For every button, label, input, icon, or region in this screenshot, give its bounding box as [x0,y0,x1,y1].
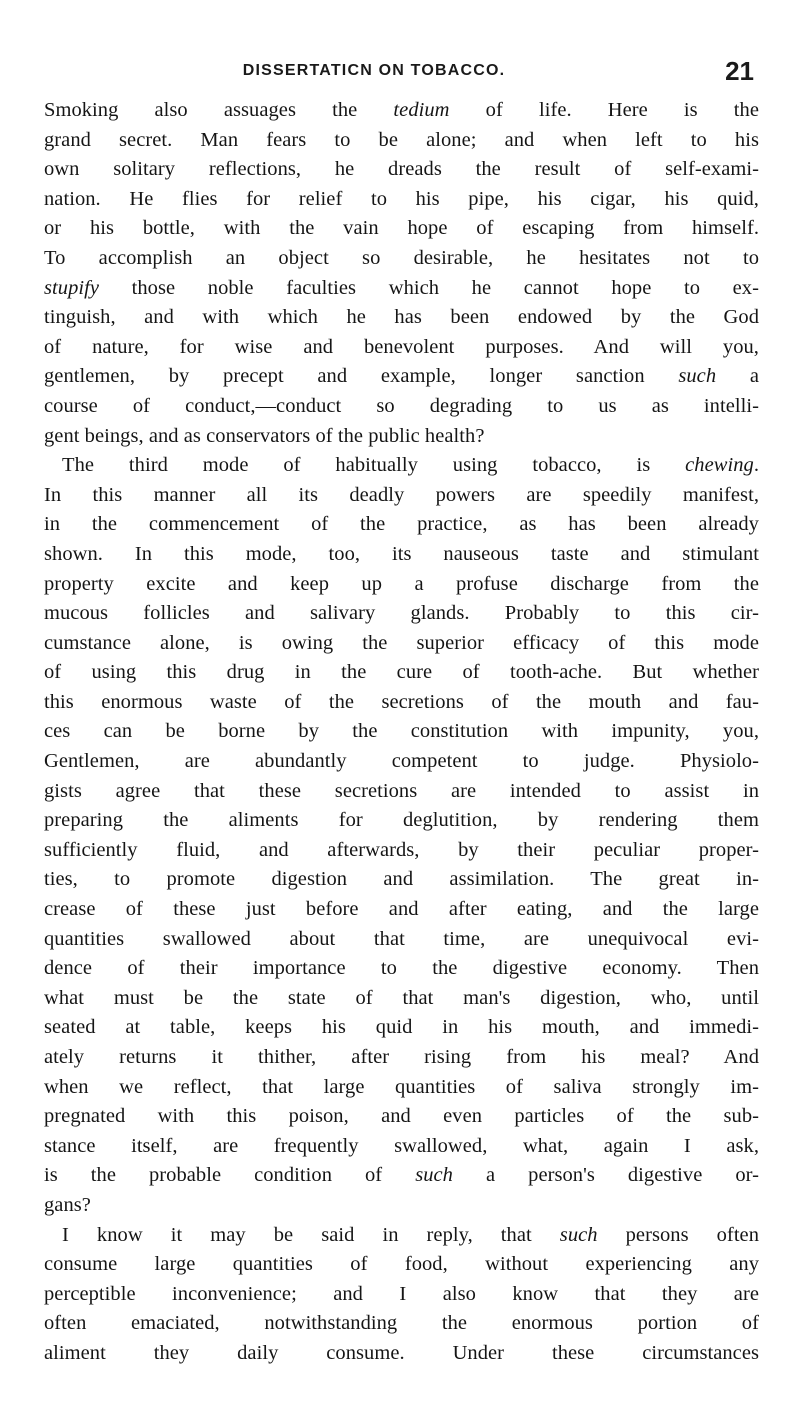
text-line: in the commencement of the practice, as has been already [44,513,759,536]
text-line: property excite and keep up a profuse discharge from the [44,572,759,595]
text-line: perceptible inconvenience; and I also know that they are [44,1282,759,1305]
text-line: often emaciated, notwithstanding the enormous portion of [44,1312,759,1335]
page-number: 21 [725,56,754,86]
text-line: gentlemen, by precept and example, longer sanction such a [44,365,759,388]
text-line: pregnated with this poison, and even particles of the sub- [44,1105,759,1128]
text-line: stance itself, are frequently swallowed, what, again I ask, [44,1134,759,1157]
text-line: cumstance alone, is owing the superior efficacy of this mode [44,631,759,654]
text-line: The third mode of habitually using tobacco, is chewing. [62,454,759,477]
running-title: DISSERTATICN ON TOBACCO. [242,62,506,79]
text-line: In this manner all its deadly powers are speedily manifest, [44,483,759,506]
text-line: gans? [44,1193,91,1216]
text-line: To accomplish an object so desirable, he hesitates not to [44,246,759,269]
text-line: gent beings, and as conservators of the public health? [44,424,485,447]
text-line: of nature, for wise and benevolent purposes. And will you, [44,335,759,358]
text-line: seated at table, keeps his quid in his mouth, and immedi- [44,1016,759,1039]
text-line: dence of their importance to the digestive economy. Then [44,957,759,980]
text-line: course of conduct,—conduct so degrading to us as intelli- [44,394,759,417]
text-line: of using this drug in the cure of tooth-ache. But whether [44,661,759,684]
text-line: nation. He flies for relief to his pipe, his cigar, his quid, [44,187,759,210]
text-line: I know it may be said in reply, that such persons often [62,1223,760,1246]
text-line: gists agree that these secretions are intended to assist in [44,779,759,802]
text-line: own solitary reflections, he dreads the result of self-exami- [44,158,759,181]
text-line: ces can be borne by the constitution with impunity, you, [44,720,759,743]
text-line: ately returns it thither, after rising from his meal? And [44,1046,759,1068]
text-line: quantities swallowed about that time, are unequivocal evi- [44,927,759,950]
text-line: when we reflect, that large quantities of saliva strongly im- [44,1075,759,1098]
text-line: grand secret. Man fears to be alone; and when left to his [44,128,759,151]
text-line: preparing the aliments for deglutition, by rendering them [44,809,759,832]
text-line: this enormous waste of the secretions of the mouth and fau- [44,690,759,713]
text-line: or his bottle, with the vain hope of escaping from himself. [44,217,759,240]
text-line: what must be the state of that man's digestion, who, until [44,986,759,1009]
text-line: sufficiently fluid, and afterwards, by their peculiar proper- [44,838,759,861]
text-line: aliment they daily consume. Under these circumstances [44,1341,759,1364]
text-line: stupify those noble faculties which he cannot hope to ex- [44,276,759,299]
text-line: mucous follicles and salivary glands. Probably to this cir- [44,602,759,625]
text-line: crease of these just before and after eating, and the large [44,898,759,921]
body-text [44,96,759,1369]
text-line: is the probable condition of such a person's digestive or- [44,1164,759,1187]
text-line: consume large quantities of food, without experiencing any [44,1253,759,1276]
text-line: shown. In this mode, too, its nauseous taste and stimulant [44,542,759,565]
text-line: Gentlemen, are abundantly competent to judge. Physiolo- [44,750,759,773]
text-line: ties, to promote digestion and assimilation. The great in- [44,868,759,891]
running-header [44,56,754,88]
text-line: tinguish, and with which he has been endowed by the God [44,306,759,329]
text-line: Smoking also assuages the tedium of life. Here is the [44,99,759,121]
